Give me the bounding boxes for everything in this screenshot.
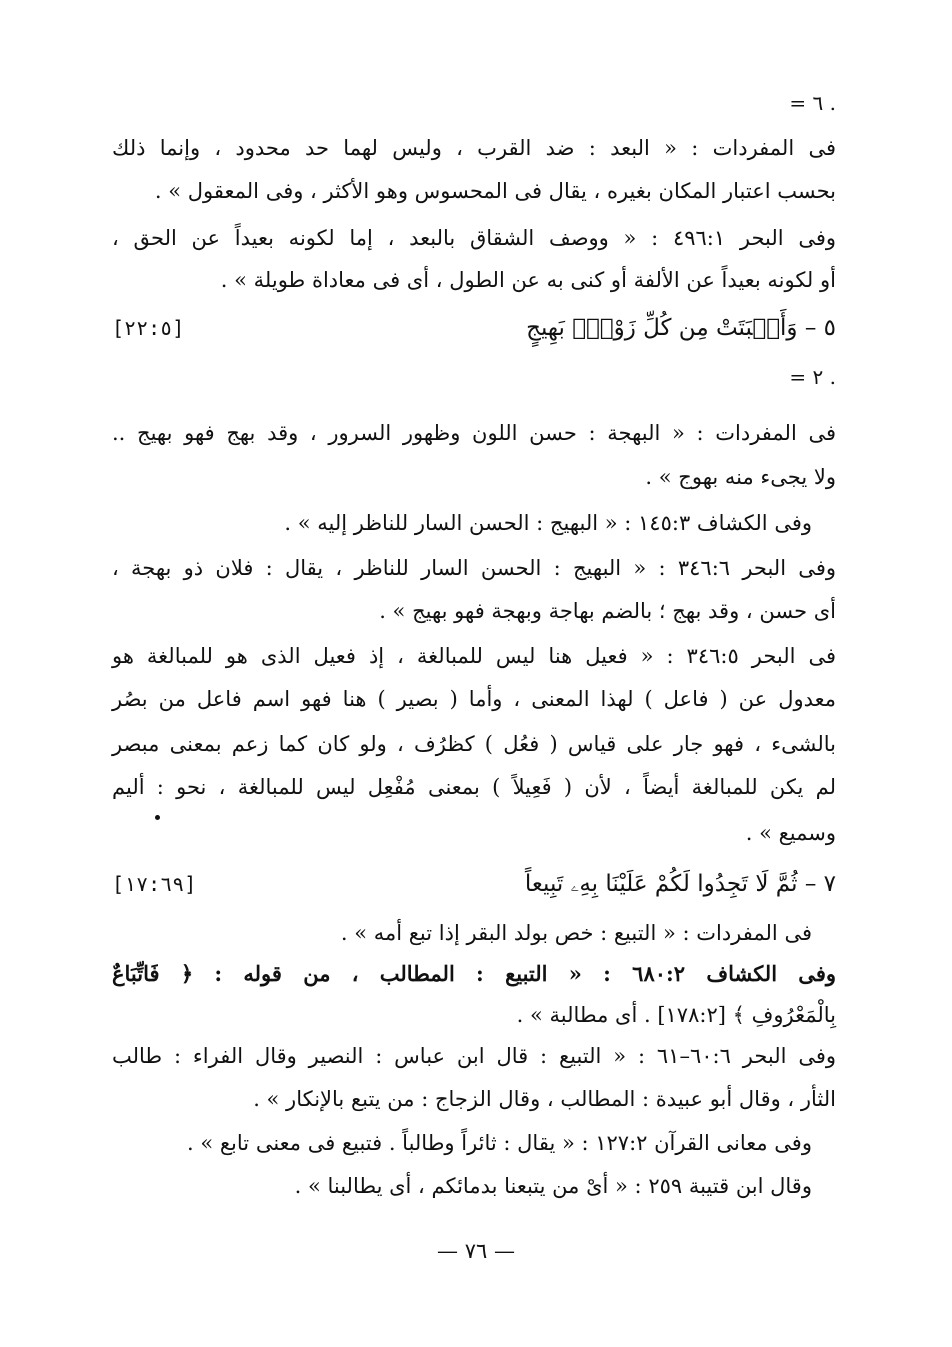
text-line: أو لكونه بعيداً عن الألفة أو كنى به عن الطول ، أى فى معاداة طويلة » . — [220, 268, 836, 292]
text-line: وسميع » . — [745, 821, 836, 845]
verse-text: ٥ – وَأَنۢبَتَتْ مِن كُلِّ زَوْجٍۭ بَهِيجٍ — [526, 315, 836, 341]
text-line: ولا يجىء منه بهوج » . — [645, 465, 836, 489]
text-line: وفى البحر ٤٩٦:١ : « ووصف الشقاق بالبعد ، إما لكونه بعيداً عن الحق ، — [112, 226, 836, 250]
text-line: فى المفردات : « البهجة : حسن اللون وظهور السرور ، وقد بهج فهو بهيج .. — [112, 421, 836, 445]
text-line: بحسب اعتبار المكان بغيره ، يقال فى المحسوس وهو الأكثر ، وفى المعقول » . — [154, 179, 836, 203]
verse-text: ٧ – ثُمَّ لَا تَجِدُوا لَكُمْ عَلَيْنَا بِهِۦ تَبِيعاً — [524, 871, 836, 897]
text-line: بالشىء ، فهو جار على قياس ( فعُل ) كظرُف ، ولو كان كما زعم بمعنى مبصر — [112, 732, 836, 756]
text-line: وفى معانى القرآن ١٢٧:٢ : « يقال : ثائراً وطالباً . فتبيع فى معنى تابع » . — [187, 1131, 812, 1155]
text-line: بِالْمَعْرُوفِ ﴾ [١٧٨:٢] . أى مطالبة » . — [516, 1003, 836, 1027]
text-line: وفى البحر ٦٠:٦–٦١ : « التبيع : قال ابن عباس : النصير وقال الفراء : طالب — [112, 1044, 836, 1068]
verse-reference: [١٧:٦٩] — [112, 872, 197, 896]
text-line: أى حسن ، وقد بهج ؛ بالضم بهاجة وبهجة فهو بهيج » . — [379, 599, 836, 623]
section-marker-2: = ٢ . — [789, 365, 836, 389]
verse-reference: [٢٢:٥] — [112, 316, 185, 340]
ink-dot — [155, 815, 160, 820]
section-marker-6: = ٦ . — [789, 91, 836, 115]
verse-7 — [112, 866, 836, 906]
text-line: لم يكن للمبالغة أيضاً ، لأن ( فَعِيلاً ) بمعنى مُفْعِل ليس للمبالغة ، نحو : أليم — [112, 775, 836, 799]
verse-5 — [112, 310, 836, 350]
text-line: وقال ابن قتيبة ٢٥٩ : « أىْ من يتبعنا بدمائكم ، أى يطالبنا » . — [294, 1174, 812, 1198]
text-line: فى المفردات : « التبيع : خص بولد البقر إذا تبع أمه » . — [340, 921, 812, 945]
text-line: الثأر ، وقال أبو عبيدة : المطالب ، وقال الزجاج : من يتبع بالإنكار » . — [253, 1087, 836, 1111]
text-line: وفى الكشاف ١٤٥:٣ : « البهيج : الحسن السار للناظر إليه » . — [284, 511, 812, 535]
text-line: فى المفردات : « البعد : ضد القرب ، وليس لهما حد محدود ، وإنما ذلك — [112, 136, 836, 160]
text-line: وفى الكشاف ٦٨٠:٢ : « التبيع : المطالب ، من قوله : ﴿ فَاتِّبَاعٌ — [112, 961, 836, 986]
page-number: — ٧٦ — — [437, 1239, 515, 1263]
text-line: وفى البحر ٣٤٦:٦ : « البهيج : الحسن السار للناظر ، يقال : فلان ذو بهجة ، — [112, 556, 836, 580]
text-line: فى البحر ٣٤٦:٥ : « فعيل هنا ليس للمبالغة ، إذ فعيل الذى هو للمبالغة هو — [112, 644, 836, 668]
text-line: معدول عن ( فاعل ) لهذا المعنى ، وأما ( بصير ) هنا فهو اسم فاعل من بصُر — [112, 687, 836, 711]
